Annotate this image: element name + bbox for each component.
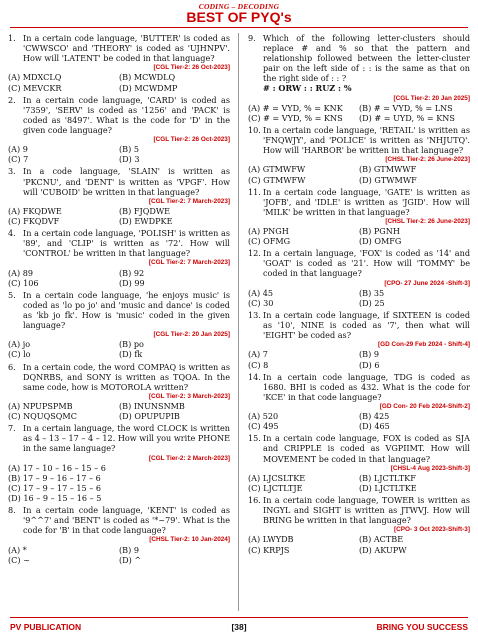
page-title: BEST OF PYQ's: [186, 9, 292, 25]
option-b: (B) LJCTLTKF: [359, 472, 416, 483]
question-block: [8, 290, 230, 360]
exam-source: [CGL Tier-2: 7 March-2023]: [148, 197, 230, 205]
options-grid: [8, 401, 230, 421]
question-text: In a certain code language, if SIXTEEN is coded as '10', NINE is coded as '7', then what will 'EIGHT' be coded as?: [263, 309, 470, 341]
question-row: [8, 166, 230, 196]
option-c: (C) GTMWFW: [248, 174, 306, 185]
question-text: In a certain code language, 'POLISH' is written as '89', and 'CLIP' is written as '72'. How will 'CONTROL' be written in that language?: [23, 228, 230, 259]
question-text: In a certain code language, 'RETAIL' is written as 'FNQWJY', and 'POLICE' is written as 'NHJUTQ'. How will 'HARBOR' be written in that language?: [263, 124, 470, 156]
option-a: (A) 89: [8, 267, 34, 278]
option-d: (D) ^: [119, 554, 142, 565]
question-number: 6.: [8, 361, 16, 372]
chapter-heading: CODING – DECODING: [198, 2, 280, 11]
question-row: [248, 125, 470, 155]
option-a: (A) # = VYD, % = KNK: [248, 102, 343, 113]
options-grid: [8, 463, 230, 503]
option-d: (D) EWDPKE: [119, 216, 173, 227]
option-a: (A) *: [8, 544, 27, 555]
option-a: (A) jo: [8, 339, 31, 350]
question-block: [8, 33, 230, 93]
option-b: (B) 17 – 9 – 16 – 17 – 6: [8, 472, 101, 483]
question-row: [248, 372, 470, 402]
option-b: (B) po: [119, 339, 144, 350]
exam-source: [CPO- 27 June 2024 -Shift-3]: [384, 279, 470, 287]
option-c: (C) lo: [8, 349, 31, 360]
question-number: 11.: [248, 186, 261, 197]
options-grid: [248, 103, 470, 123]
option-c: (C) 7: [8, 154, 29, 165]
option-c: (C) KRPJS: [248, 544, 290, 555]
option-c: (C) NQUQSQMC: [8, 411, 77, 422]
exam-source: [CHSL-4 Aug 2023-Shift-3]: [390, 464, 470, 472]
symbol-pattern: # : ORW : : RUZ : %: [263, 83, 352, 94]
question-block: [8, 423, 230, 503]
question-number: 3.: [8, 166, 16, 177]
question-row: [8, 33, 230, 63]
exam-source: [CHSL Tier-2: 10 Jan-2024]: [149, 536, 230, 544]
question-number: 14.: [248, 371, 261, 382]
right-column: [248, 33, 470, 557]
options-grid: [8, 268, 230, 288]
option-c: (C) 30: [248, 297, 274, 308]
option-d: (D) 465: [359, 421, 390, 432]
question-row: [248, 33, 470, 83]
option-d: (D) 6: [359, 359, 380, 370]
options-grid: [8, 545, 230, 565]
column-divider: [238, 33, 239, 611]
footer-divider: [10, 617, 468, 618]
question-block: [248, 125, 470, 185]
option-c: (C) 8: [248, 359, 269, 370]
option-a: (A) 45: [248, 287, 274, 298]
question-block: [248, 433, 470, 493]
question-block: [248, 248, 470, 308]
option-d: (D) fk: [119, 349, 143, 360]
exam-source: [CGL Tier-2: 2 March-2023]: [148, 454, 230, 462]
question-number: 7.: [8, 423, 16, 434]
option-d: (D) LJCTLTKE: [359, 482, 417, 493]
option-a: (A) 520: [248, 411, 279, 422]
question-block: [248, 372, 470, 432]
question-number: 1.: [8, 33, 16, 43]
option-a: (A) 7: [248, 349, 268, 360]
question-text: In a certain language, 'FOX' is coded as '14' and 'GOAT' is coded as '21'. How will 'TOMMY' be coded in that language?: [263, 248, 470, 279]
option-d: (D) OMFG: [359, 236, 402, 247]
question-block: [248, 187, 470, 247]
exam-source: [CGL Tier-2: 26 Oct-2023]: [153, 64, 230, 72]
question-row: [8, 423, 230, 453]
question-block: [8, 505, 230, 565]
exam-source: [CGL Tier-2: 7 March-2023]: [148, 259, 230, 267]
option-b: (B) 9: [119, 544, 139, 555]
question-text: In a certain code language, TOWER is written as INGYL and SIGHT is written as JTWVJ. How will BRING be written in that language?: [263, 494, 470, 526]
option-a: (A) NPUPSPMB: [8, 401, 73, 412]
question-number: 12.: [248, 248, 261, 259]
question-text: In a certain language, the word CLOCK is written as 4 – 13 – 17 – 4 – 12. How will you write PHONE in the same language?: [23, 423, 230, 454]
option-b: (B) GTMWWF: [359, 164, 417, 175]
option-b: (B) 92: [119, 267, 145, 278]
question-number: 2.: [8, 94, 16, 105]
option-b: (B) INUNSNMB: [119, 401, 185, 412]
option-a: (A) LJCSLTKE: [248, 472, 306, 483]
option-a: (A) LWYDB: [248, 534, 294, 545]
publisher-name: PV PUBLICATION: [10, 622, 82, 632]
question-row: [248, 187, 470, 217]
option-b: (B) ACTBE: [359, 534, 404, 545]
question-number: 10.: [248, 124, 261, 135]
exam-source: [CHSL Tier-2: 26 June-2023]: [385, 156, 470, 164]
question-number: 5.: [8, 289, 16, 300]
exam-source: [GD Con- 20 Feb 2024-Shift-2]: [379, 402, 470, 410]
option-d: (D) 25: [359, 297, 385, 308]
option-a: (A) MDXCLQ: [8, 72, 62, 83]
question-text: In a certain code language, 'KENT' is coded as '9^^7' and 'BENT' is coded as '*~79'. What is the code for 'B' in that code language?: [23, 505, 230, 536]
question-row: [248, 433, 470, 463]
option-b: (B) MCWDLQ: [119, 72, 176, 83]
question-block: [8, 362, 230, 422]
options-grid: [248, 164, 470, 184]
question-text: In a certain code language, 'he enjoys music' is coded as 'lo po jo' and 'music and dance' is coded as 'kb jo fk'. How is 'music' coded in the given language?: [23, 289, 230, 331]
options-grid: [248, 534, 470, 554]
question-number: 13.: [248, 309, 261, 320]
option-d: (D) AKUPW: [359, 544, 407, 555]
question-text: In a certain code language, 'GATE' is written as 'JOFB', and 'IDLE' is written as 'JGID'. How will 'MILK' be written in that language?: [263, 186, 470, 217]
option-d: (D) 3: [119, 154, 140, 165]
header-divider: [10, 27, 468, 28]
question-row: [248, 310, 470, 340]
options-grid: [248, 349, 470, 369]
options-grid: [248, 226, 470, 246]
question-number: 4.: [8, 228, 16, 239]
options-grid: [8, 339, 230, 359]
question-block: [248, 33, 470, 123]
question-text: In a code language, 'SLAIN' is written as 'PKCNU', and 'DENT' is written as 'VPGF'. How will 'CUBOID' be written in that language?: [23, 166, 230, 197]
question-number: 9.: [248, 33, 256, 43]
question-block: [8, 228, 230, 288]
exam-source: [CGL Tier-2: 20 Jan 2025]: [153, 331, 230, 339]
option-a: (A) FKQDWE: [8, 205, 62, 216]
options-grid: [248, 288, 470, 308]
option-b: (B) PGNH: [359, 226, 400, 237]
option-a: (A) 9: [8, 144, 28, 155]
option-c: (C) FKQDVF: [8, 216, 60, 227]
question-text: In a certain code language, TDG is coded as 1680. BHI is coded as 432. What is the code for 'KCE' in that code language?: [263, 371, 470, 402]
exam-source: [CPO- 3 Oct 2023-Shift-3]: [394, 526, 470, 534]
question-row: [8, 95, 230, 135]
question-row: [8, 362, 230, 392]
option-d: (D) MCWDMP: [119, 82, 178, 93]
option-b: (B) 35: [359, 287, 385, 298]
option-b: (B) 5: [119, 144, 139, 155]
question-block: [8, 166, 230, 226]
option-c: (C) 106: [8, 277, 39, 288]
option-c: (C) 17 – 9 – 17 – 15 – 6: [8, 482, 102, 493]
option-d: (D) OPUPUPIB: [119, 411, 180, 422]
question-block: [8, 95, 230, 165]
question-row: [8, 290, 230, 330]
option-b: (B) 9: [359, 349, 379, 360]
option-a: (A) 17 – 10 – 16 – 15 – 6: [8, 462, 106, 473]
question-row: [248, 495, 470, 525]
question-number: 8.: [8, 505, 16, 516]
options-grid: [8, 144, 230, 164]
options-grid: [248, 411, 470, 431]
option-d: (D) 99: [119, 277, 145, 288]
question-text: In a certain code language, FOX is coded as SJA and CRIPPLE is coded as VGPIIMT. How will MOVEMENT be coded in that language?: [263, 433, 470, 464]
question-text: Which of the following letter-clusters should replace # and % so that the pattern and relationship followed between the letter-cluster pair on the left side of : : is the same as that on the right side of : : ?: [263, 33, 470, 84]
exam-source: [CGL Tier-2: 26 Oct-2023]: [153, 136, 230, 144]
question-number: 16.: [248, 494, 261, 505]
option-d: (D) GTWMWF: [359, 174, 417, 185]
exam-source: [CGL Tier-2: 3 March-2023]: [148, 392, 230, 400]
option-a: (A) GTMWFW: [248, 164, 306, 175]
options-grid: [248, 473, 470, 493]
question-text: In a certain code language, 'CARD' is coded as '7359', 'SERV' is coded as '1256' and 'PACK' is coded as '8497'. What is the code for 'D' in the given code language?: [23, 94, 230, 135]
exam-source: [GD Con-29 Feb 2024 - Shift-4]: [378, 341, 470, 349]
question-row: [248, 248, 470, 278]
question-row: [8, 228, 230, 258]
option-b: (B) FJQDWE: [119, 205, 171, 216]
page-number: [38]: [231, 622, 247, 632]
footer: [0, 622, 478, 636]
option-c: (C) LJCTLTJE: [248, 482, 303, 493]
left-column: [8, 33, 230, 567]
option-d: (D) # = UYD, % = KNS: [359, 112, 455, 123]
question-text: In a certain code, the word COMPAQ is written as DQNRBS, and SONY is written as TQOA. In the same code, how is MOTOROLA written?: [23, 361, 230, 392]
question-number: 15.: [248, 433, 261, 444]
options-grid: [8, 206, 230, 226]
option-c: (C) ~: [8, 554, 30, 565]
option-b: (B) # = VYD, % = LNS: [359, 102, 453, 113]
question-block: [248, 310, 470, 370]
options-grid: [8, 72, 230, 92]
exam-source: [CHSL Tier-2: 26 June-2023]: [385, 217, 470, 225]
option-c: (C) # = VYD, % = KNS: [248, 112, 343, 123]
slogan: BRING YOU SUCCESS: [376, 622, 468, 632]
question-text: In a certain code language, 'BUTTER' is coded as 'CWWSCO' and 'THEORY' is coded as 'UJHNPV'. How will 'LATENT' be coded in that language?: [23, 33, 230, 64]
exam-source: [CGL Tier-2: 20 Jan 2025]: [393, 94, 470, 102]
option-a: (A) PNGH: [248, 226, 289, 237]
option-c: (C) MEVCKR: [8, 82, 62, 93]
question-row: [8, 505, 230, 535]
option-b: (B) 425: [359, 411, 390, 422]
option-c: (C) OFMG: [248, 236, 291, 247]
option-c: (C) 495: [248, 421, 279, 432]
option-d: (D) 16 – 9 – 15 – 16 – 5: [8, 492, 102, 503]
question-block: [248, 495, 470, 555]
